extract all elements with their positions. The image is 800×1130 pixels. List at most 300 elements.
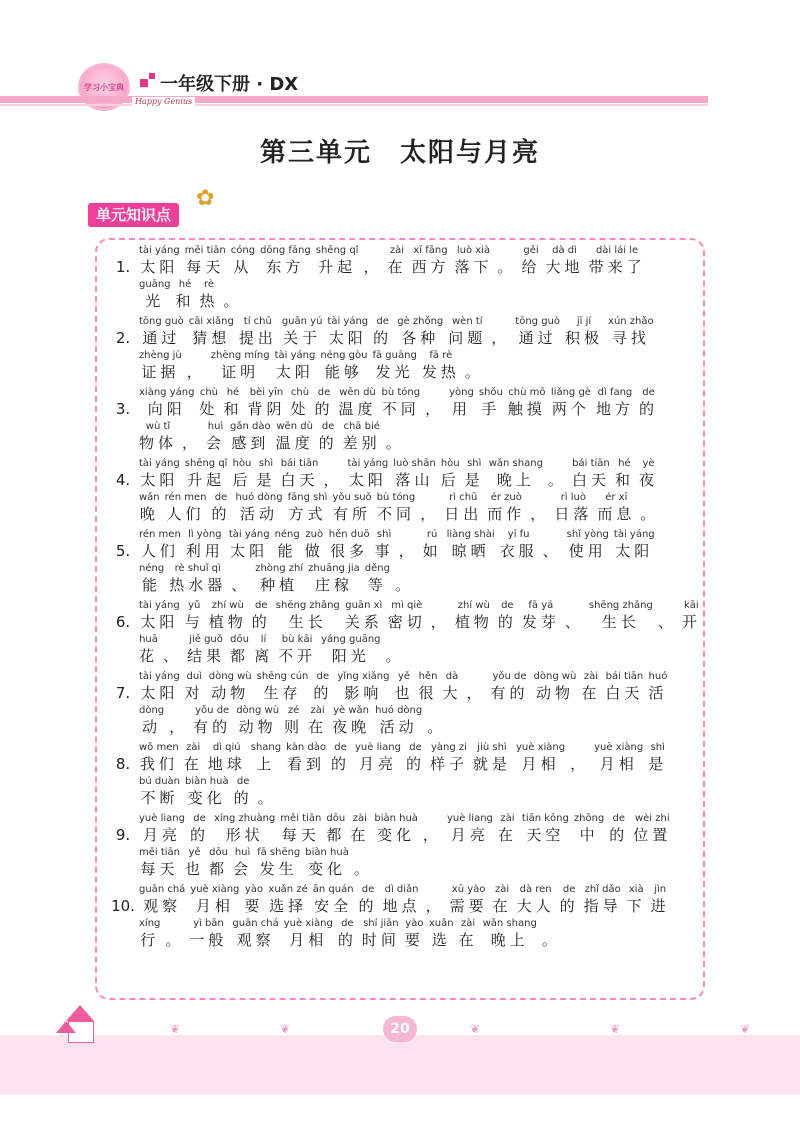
pinyin-segment [236,704,279,738]
hanzi-text: 而作 [487,505,526,523]
hanzi-text: 。 [497,258,517,276]
hanzi-text: 方式 [288,505,327,523]
tagline: Happy Genius [132,97,195,106]
pinyin-text: guān xì [345,600,383,611]
pinyin-text: yàng zi [431,742,467,753]
hanzi-text: 利用 [185,542,224,560]
hanzi-text: 在 [387,258,407,276]
hanzi-text: 植物 [454,613,493,631]
pinyin-segment [244,883,263,917]
pinyin-segment [276,420,314,454]
hanzi-text: 在 [458,931,478,949]
pinyin-segment [332,704,370,738]
pinyin-segment [386,420,405,454]
pinyin-segment [648,741,667,775]
pinyin-segment [560,883,579,917]
hanzi-text: 选择 [269,897,308,915]
hanzi-text: 在 [497,826,517,844]
hanzi-text: 、 [163,647,183,665]
pinyin-text: liàng shài [446,529,495,540]
hanzi-text: 白天 [280,471,319,489]
hanzi-text: 的 [189,826,209,844]
pinyin-text: xuǎn [428,918,454,929]
hanzi-text: 温度 [338,400,377,418]
knowledge-line [112,775,697,809]
pinyin-text: bái tiān [572,458,610,469]
hanzi-text: 温度 [275,434,314,452]
pinyin-segment [139,917,160,951]
pinyin-text: yě [188,847,201,858]
pinyin-text: de [409,742,422,753]
pinyin-segment [211,349,270,383]
pinyin-text: yáng guāng [321,634,381,645]
pinyin-segment [139,386,194,420]
hanzi-text: 有的 [193,718,232,736]
pinyin-text: dì diǎn [384,884,419,895]
item-number: 4. [115,471,131,489]
hanzi-text: ， [425,400,445,418]
hanzi-text: 触摸 [507,400,546,418]
pinyin-text: tōng guò [139,316,184,327]
hanzi-text: 发热 [421,363,460,381]
pinyin-text: dì fang [597,387,633,398]
hanzi-text: 各种 [401,329,440,347]
hanzi-text: ， [323,471,343,489]
pinyin-text: dòng [139,705,165,716]
hanzi-text: 会 [233,860,253,878]
pinyin-text: tiān kōng [521,813,569,824]
pinyin-text: yè wǎn [333,705,370,716]
pinyin-segment [430,741,468,775]
pinyin-segment [139,562,164,596]
pinyin-text: cāi xiǎng [188,316,234,327]
hanzi-text: 如 [422,542,442,560]
hanzi-text: 不同 [381,400,420,418]
pinyin-segment [465,457,484,491]
hanzi-text: 积极 [565,329,604,347]
pinyin-segment [332,491,371,525]
knowledge-line [112,562,697,596]
hanzi-text: 需要 [449,897,488,915]
knowledge-line [112,244,697,278]
pinyin-text: xún zhǎo [608,316,654,327]
pinyin-text: zài [500,813,515,824]
hanzi-text: 影响 [344,684,383,702]
pinyin-text: měi tiān [139,847,181,858]
pinyin-text: guān chá [232,918,279,929]
hanzi-text: 。 [394,576,414,594]
pinyin-text: hé [226,387,240,398]
hanzi-text: 很 [418,684,438,702]
pinyin-segment [313,883,354,917]
pinyin-segment [165,491,207,525]
hanzi-text: 都 [209,860,229,878]
pinyin-text: zài [186,742,201,753]
pinyin-segment [567,528,609,562]
hanzi-text: 每天 [281,826,320,844]
hanzi-text: 位置 [633,826,672,844]
pinyin-segment [365,562,390,596]
pinyin-segment [491,315,510,349]
hanzi-text: 感到 [231,434,270,452]
pinyin-text: rú [426,529,438,540]
hanzi-text: 的 [314,400,334,418]
pinyin-text: wǒ men [139,742,179,753]
pinyin-segment [387,244,406,278]
hanzi-text: 太阳 [348,471,387,489]
pinyin-text: wēn dù [276,421,313,432]
pinyin-text: bù tóng [381,387,421,398]
pinyin-text: yǒu suǒ [332,492,372,503]
hanzi-text: 观察 [236,931,275,949]
pinyin-text: xū yào [451,884,486,895]
hanzi-text: 指导 [583,897,622,915]
pinyin-text: jiē guǒ [189,634,223,645]
pinyin-text: wǎn shang [488,458,543,469]
hanzi-text: 、 [542,542,562,560]
pinyin-segment [548,457,567,491]
pinyin-text: biàn huà [305,847,349,858]
hanzi-text: 每天 [140,860,179,878]
pinyin-text: yǔ [188,600,201,611]
pinyin-segment [257,670,309,704]
hanzi-text: 。 [353,860,373,878]
hanzi-text: 东方 [266,258,305,276]
pinyin-text: ér zuò [490,492,522,503]
pinyin-segment [184,741,203,775]
hanzi-text: ， [491,329,511,347]
hanzi-text: 晚 [139,505,159,523]
pinyin-text: guān chá [139,884,186,895]
pinyin-segment [324,457,343,491]
hanzi-text: 寻找 [611,329,650,347]
hanzi-text: 变化 [377,826,416,844]
hanzi-text: 衣服 [499,542,538,560]
hanzi-text: 的 [609,826,629,844]
pinyin-text: fā rè [429,350,453,361]
pinyin-segment [139,741,179,775]
pinyin-text: de [236,776,250,787]
pinyin-text: zài [495,884,510,895]
pinyin-segment [543,528,562,562]
pinyin-text: shēng qǐ [184,458,228,469]
pinyin-text: lí [260,634,267,645]
pinyin-segment [139,244,180,278]
hanzi-text: 也 [185,860,205,878]
pinyin-text: fā yá [528,600,554,611]
item-number: 3. [115,400,131,418]
pinyin-segment [426,883,445,917]
pinyin-segment [422,349,460,383]
pinyin-segment [614,528,655,562]
hanzi-text: 在 [492,897,512,915]
pinyin-segment [565,599,584,633]
hanzi-text: ， [420,505,440,523]
pinyin-segment [139,599,180,633]
pinyin-segment [489,457,543,491]
hanzi-text: 的 [638,400,658,418]
pinyin-segment [251,741,281,775]
knowledge-item [112,741,697,809]
hanzi-text: 进 [650,897,670,915]
pinyin-text: de [361,884,375,895]
pinyin-text: liǎng gè [550,387,591,398]
pinyin-segment [455,599,493,633]
pinyin-segment [427,704,446,738]
pinyin-segment [163,633,182,667]
pinyin-segment [570,741,589,775]
pinyin-text: chù [199,387,219,398]
pinyin-segment [286,741,326,775]
pinyin-segment [589,244,646,278]
hanzi-text: ， [425,897,445,915]
hanzi-text: 的 [405,755,425,773]
pinyin-segment [139,670,180,704]
knowledge-line [112,704,697,738]
pinyin-text: zhí wù [211,600,244,611]
pinyin-segment [383,883,421,917]
pinyin-segment [308,704,327,738]
hanzi-text: 。 [427,718,447,736]
pinyin-segment [348,457,389,491]
pinyin-text: hòu [232,458,252,469]
pinyin-segment [232,917,278,951]
pinyin-text: tí chū [243,316,272,327]
pinyin-segment [185,846,204,880]
pinyin-segment [182,420,201,454]
hanzi-text: 动物 [535,684,574,702]
hanzi-text: 的 [233,789,253,807]
accent-square [140,79,148,87]
pinyin-segment [542,917,561,951]
hanzi-text: 热 [199,292,219,310]
hanzi-text: 太阳 [140,258,179,276]
item-number: 5. [115,542,131,560]
pinyin-text: shǐ yòng [566,529,609,540]
pinyin-segment [522,812,569,846]
sprout-icon: ❦ [740,1022,751,1036]
hanzi-text: 通过 [142,329,181,347]
pinyin-segment [185,599,204,633]
hanzi-text: 晾晒 [451,542,490,560]
pinyin-text: de [341,918,354,929]
hanzi-text: 。 [464,363,484,381]
pinyin-text: tài yáng [613,529,655,540]
pinyin-text: de [214,492,228,503]
pinyin-segment [139,775,180,809]
pinyin-text: lì yòng [188,529,222,540]
pinyin-text: huó dòng [375,705,423,716]
hanzi-text: 每天 [186,258,225,276]
pinyin-segment [185,244,226,278]
pinyin-segment [319,420,338,454]
pinyin-segment [284,704,303,738]
page-title: 第三单元 太阳与月亮 [259,138,540,168]
pinyin-segment [483,917,537,951]
pinyin-segment [139,633,158,667]
hanzi-text: 月相 [521,755,560,773]
pinyin-segment [375,528,394,562]
pinyin-segment [498,244,517,278]
pinyin-text: shǒu [478,387,503,398]
pinyin-text: xī fāng [413,245,448,256]
hanzi-text: 不断 [140,789,179,807]
hanzi-text: 样子 [429,755,468,773]
hanzi-text: 发芽 [521,613,560,631]
hanzi-text: 处 [290,400,310,418]
hanzi-text: 我们 [139,755,178,773]
hanzi-text: 在 [581,684,601,702]
pinyin-segment [596,386,634,420]
pinyin-text: hé [618,458,631,469]
hanzi-text: 能 [142,576,162,594]
pinyin-text: tài yáng [139,245,180,256]
pinyin-segment [418,670,437,704]
pinyin-text: rì chū [449,492,478,503]
pinyin-segment [394,670,413,704]
pinyin-segment [498,812,517,846]
pinyin-text: shì [650,742,665,753]
pinyin-segment [423,812,442,846]
pinyin-segment [388,599,426,633]
hanzi-text: 晚上 [496,471,535,489]
pinyin-text: shì [376,529,392,540]
hanzi-text: 用 [451,400,471,418]
hanzi-text: 动 [142,718,162,736]
hanzi-text: 的 [337,931,357,949]
pinyin-text: gè zhǒng [397,316,444,327]
pinyin-text: tài yáng [139,458,180,469]
pinyin-segment [382,386,421,420]
knowledge-item [112,812,697,880]
pinyin-segment [572,457,610,491]
pinyin-segment [420,491,439,525]
hanzi-text: 地点 [382,897,421,915]
knowledge-line [112,741,697,775]
pinyin-segment [278,633,316,667]
pinyin-text: zài [461,918,476,929]
hanzi-text: 从 [233,258,253,276]
pinyin-segment [255,562,303,596]
pinyin-segment [375,704,422,738]
pinyin-text: de [612,813,626,824]
pinyin-segment [305,846,349,880]
hanzi-text: ， [186,363,206,381]
hanzi-text: 差别 [342,434,381,452]
pinyin-text: tài yáng [347,458,389,469]
hanzi-text: 夜 [638,471,658,489]
item-number: 6. [115,613,131,631]
pinyin-text: néng gòu [320,350,368,361]
hanzi-text: ， [430,613,450,631]
pinyin-text: zhòng zhí [255,563,304,574]
pinyin-segment [214,812,275,846]
knowledge-line [112,386,697,420]
pinyin-segment [189,315,234,349]
knowledge-line [112,278,697,312]
hanzi-text: 猜想 [192,329,231,347]
hanzi-text: 后 [440,471,460,489]
pinyin-segment [284,917,333,951]
hanzi-text: 日出 [444,505,483,523]
pinyin-segment [609,812,628,846]
item-number: 8. [115,755,131,773]
pinyin-text: xià [628,884,644,895]
pinyin-text: huì [207,421,224,432]
pinyin-text: yì bān [193,918,224,929]
hanzi-text: 月相 [599,755,638,773]
item-number: 9. [115,826,131,844]
hanzi-text: 的 [373,329,393,347]
pinyin-text: zhuāng jia [308,563,360,574]
pinyin-segment [139,883,185,917]
hanzi-text: 、 [231,576,251,594]
pinyin-segment [139,420,177,454]
pinyin-text: bù kāi [281,634,313,645]
pinyin-segment [374,812,418,846]
hanzi-text: 后 [232,471,252,489]
pinyin-segment [515,315,560,349]
pinyin-text: wù tǐ [145,421,171,432]
knowledge-list [111,244,701,954]
pinyin-segment [498,599,517,633]
pinyin-segment [522,599,560,633]
pinyin-segment [355,741,401,775]
pinyin-text: néng [139,563,165,574]
accent-square-small [149,73,155,79]
pinyin-text: yǒu de [492,671,527,682]
pinyin-segment [139,846,180,880]
pinyin-segment [186,528,224,562]
hanzi-text: 提出 [238,329,277,347]
hanzi-text: 能够 [324,363,363,381]
hanzi-text: 和 [614,471,634,489]
pinyin-segment [252,599,271,633]
pinyin-text: kàn dào [286,742,326,753]
pinyin-segment [551,386,591,420]
pinyin-segment [209,846,228,880]
pinyin-segment [444,491,482,525]
pinyin-segment [399,528,418,562]
sprout-icon: ❦ [170,1022,181,1036]
pinyin-text: rén men [164,492,207,503]
pinyin-segment [326,812,345,846]
hanzi-text: 。 [541,931,561,949]
hanzi-text: 等 [367,576,387,594]
hanzi-text: 花 [139,647,159,665]
pinyin-segment [275,528,300,562]
hanzi-text: 观察 [143,897,182,915]
logo-text: 学习小宝典 [84,83,124,92]
hanzi-text: 的 [358,897,378,915]
section-badge: 单元知识点 [88,203,179,227]
pinyin-text: yě [397,671,411,682]
hanzi-text: 很多 [330,542,369,560]
pinyin-text: zài [352,813,367,824]
pinyin-segment [574,812,604,846]
pinyin-segment [594,741,643,775]
pinyin-text: yuè liang [446,813,493,824]
pinyin-text: shì [258,458,274,469]
pinyin-text: tài yáng [274,350,316,361]
hanzi-text: 不同 [376,505,415,523]
page-header [0,0,800,115]
knowledge-line [112,633,697,667]
item-number: 10. [111,897,135,915]
hanzi-text: 变化 [187,789,226,807]
hanzi-text: ， [570,755,590,773]
pinyin-text: děng [364,563,390,574]
